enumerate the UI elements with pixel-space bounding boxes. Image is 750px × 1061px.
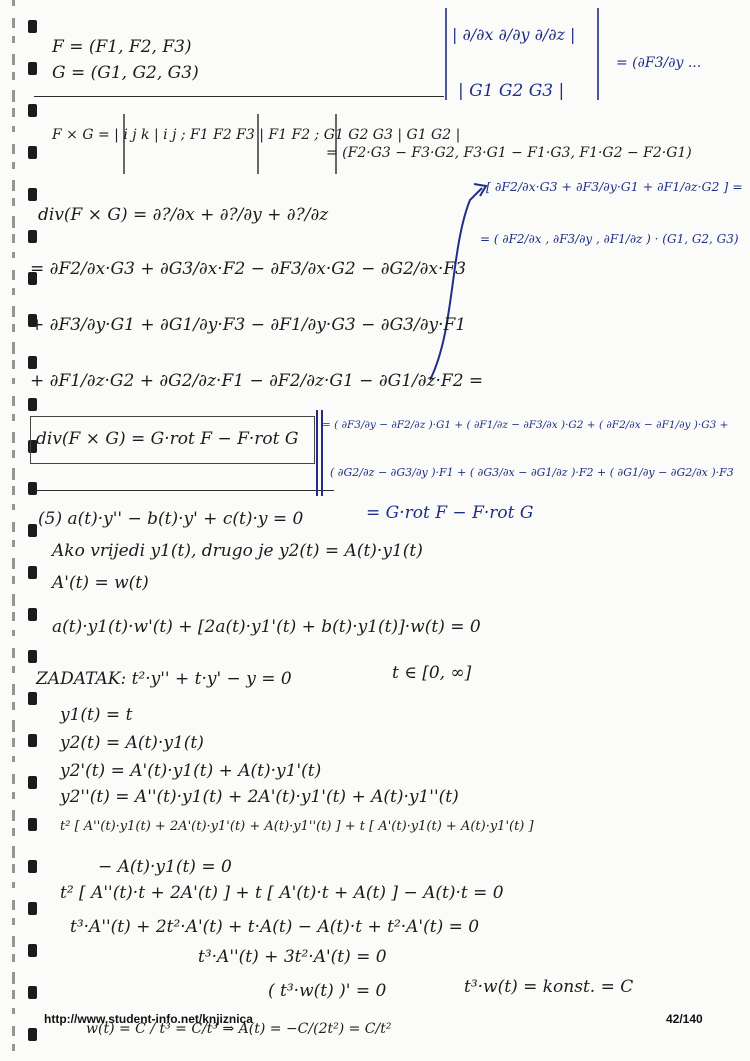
handwritten-line: G = (G1, G2, G3) xyxy=(52,63,199,83)
handwritten-line: t³·w(t) = konst. = C xyxy=(464,977,634,997)
handwritten-line: F × G = | i j k | i j ; F1 F2 F3 | F1 F2 ; G1 G2 G3 | G1 G2 | xyxy=(52,127,461,143)
handwritten-line: div(F × G) = G·rot F − F·rot G xyxy=(36,429,299,449)
handwritten-line: t² [ A''(t)·t + 2A'(t) ] + t [ A'(t)·t + A(t) ] − A(t)·t = 0 xyxy=(60,883,504,903)
handwritten-line: t ∈ [0, ∞] xyxy=(392,663,472,683)
handwritten-line: | ∂/∂x ∂/∂y ∂/∂z | xyxy=(452,25,576,44)
handwritten-line: div(F × G) = ∂?/∂x + ∂?/∂y + ∂?/∂z xyxy=(38,205,329,225)
handwritten-line: = (F2·G3 − F3·G2, F3·G1 − F1·G3, F1·G2 − F2·G1) xyxy=(326,145,692,161)
handwritten-line: Ako vrijedi y1(t), drugo je y2(t) = A(t)·y1(t) xyxy=(52,541,423,561)
handwritten-line: y2''(t) = A''(t)·y1(t) + 2A'(t)·y1'(t) + A(t)·y1''(t) xyxy=(60,787,459,807)
handwritten-line: = ( ∂F2/∂x , ∂F3/∂y , ∂F1/∂z ) · (G1, G2, G3) xyxy=(480,232,739,246)
handwritten-line: − A(t)·y1(t) = 0 xyxy=(98,857,232,877)
handwritten-line: + ∂F1/∂z·G2 + ∂G2/∂z·F1 − ∂F2/∂z·G1 − ∂G1/∂z·F2 = xyxy=(30,371,484,391)
handwritten-line: = G·rot F − F·rot G xyxy=(366,503,534,523)
handwritten-line: t² [ A''(t)·y1(t) + 2A'(t)·y1'(t) + A(t)·y1''(t) ] + t [ A'(t)·y1(t) + A(t)·y1'(t) ] xyxy=(60,819,534,834)
handwritten-line: = ∂F2/∂x·G3 + ∂G3/∂x·F2 − ∂F3/∂x·G2 − ∂G2/∂x·F3 xyxy=(30,259,467,279)
handwritten-line: t³·A''(t) + 3t²·A'(t) = 0 xyxy=(198,947,387,967)
handwritten-line: ( ∂G2/∂z − ∂G3/∂y )·F1 + ( ∂G3/∂x − ∂G1/∂z )·F2 + ( ∂G1/∂y − ∂G2/∂x )·F3 xyxy=(330,466,734,479)
handwritten-line: A'(t) = w(t) xyxy=(52,573,149,593)
handwritten-line: w(t) = C / t³ = C/t³ ⇒ A(t) = −C/(2t²) = C/t² xyxy=(86,1021,392,1037)
handwritten-line: ZADATAK: t²·y'' + t·y' − y = 0 xyxy=(36,669,292,689)
handwritten-line: ( t³·w(t) )' = 0 xyxy=(268,981,387,1001)
handwritten-line: + ∂F3/∂y·G1 + ∂G1/∂y·F3 − ∂F1/∂y·G3 − ∂G3/∂y·F1 xyxy=(30,315,467,335)
handwritten-line: F = (F1, F2, F3) xyxy=(52,37,192,57)
handwritten-line: a(t)·y1(t)·w'(t) + [2a(t)·y1'(t) + b(t)·y1(t)]·w(t) = 0 xyxy=(52,617,481,637)
handwritten-line: y2'(t) = A'(t)·y1(t) + A(t)·y1'(t) xyxy=(60,761,322,781)
handwritten-line: t³·A''(t) + 2t²·A'(t) + t·A(t) − A(t)·t + t²·A'(t) = 0 xyxy=(70,917,480,937)
handwritten-line: = ( ∂F3/∂y − ∂F2/∂z )·G1 + ( ∂F1/∂z − ∂F3/∂x )·G2 + ( ∂F2/∂x − ∂F1/∂y )·G3 + xyxy=(322,419,729,431)
handwritten-line: | G1 G2 G3 | xyxy=(458,81,565,101)
footer-url[interactable]: http://www.student-info.net/knjiznica xyxy=(44,1012,253,1026)
handwritten-line: y2(t) = A(t)·y1(t) xyxy=(60,733,204,753)
handwritten-line: (5) a(t)·y'' − b(t)·y' + c(t)·y = 0 xyxy=(38,509,304,529)
handwritten-line: [ ∂F2/∂x·G3 + ∂F3/∂y·G1 + ∂F1/∂z·G2 ] = xyxy=(486,179,743,194)
handwritten-line: y1(t) = t xyxy=(60,705,133,725)
handwritten-line: = (∂F3/∂y ... xyxy=(616,55,702,71)
page-number: 42/140 xyxy=(666,1012,703,1026)
